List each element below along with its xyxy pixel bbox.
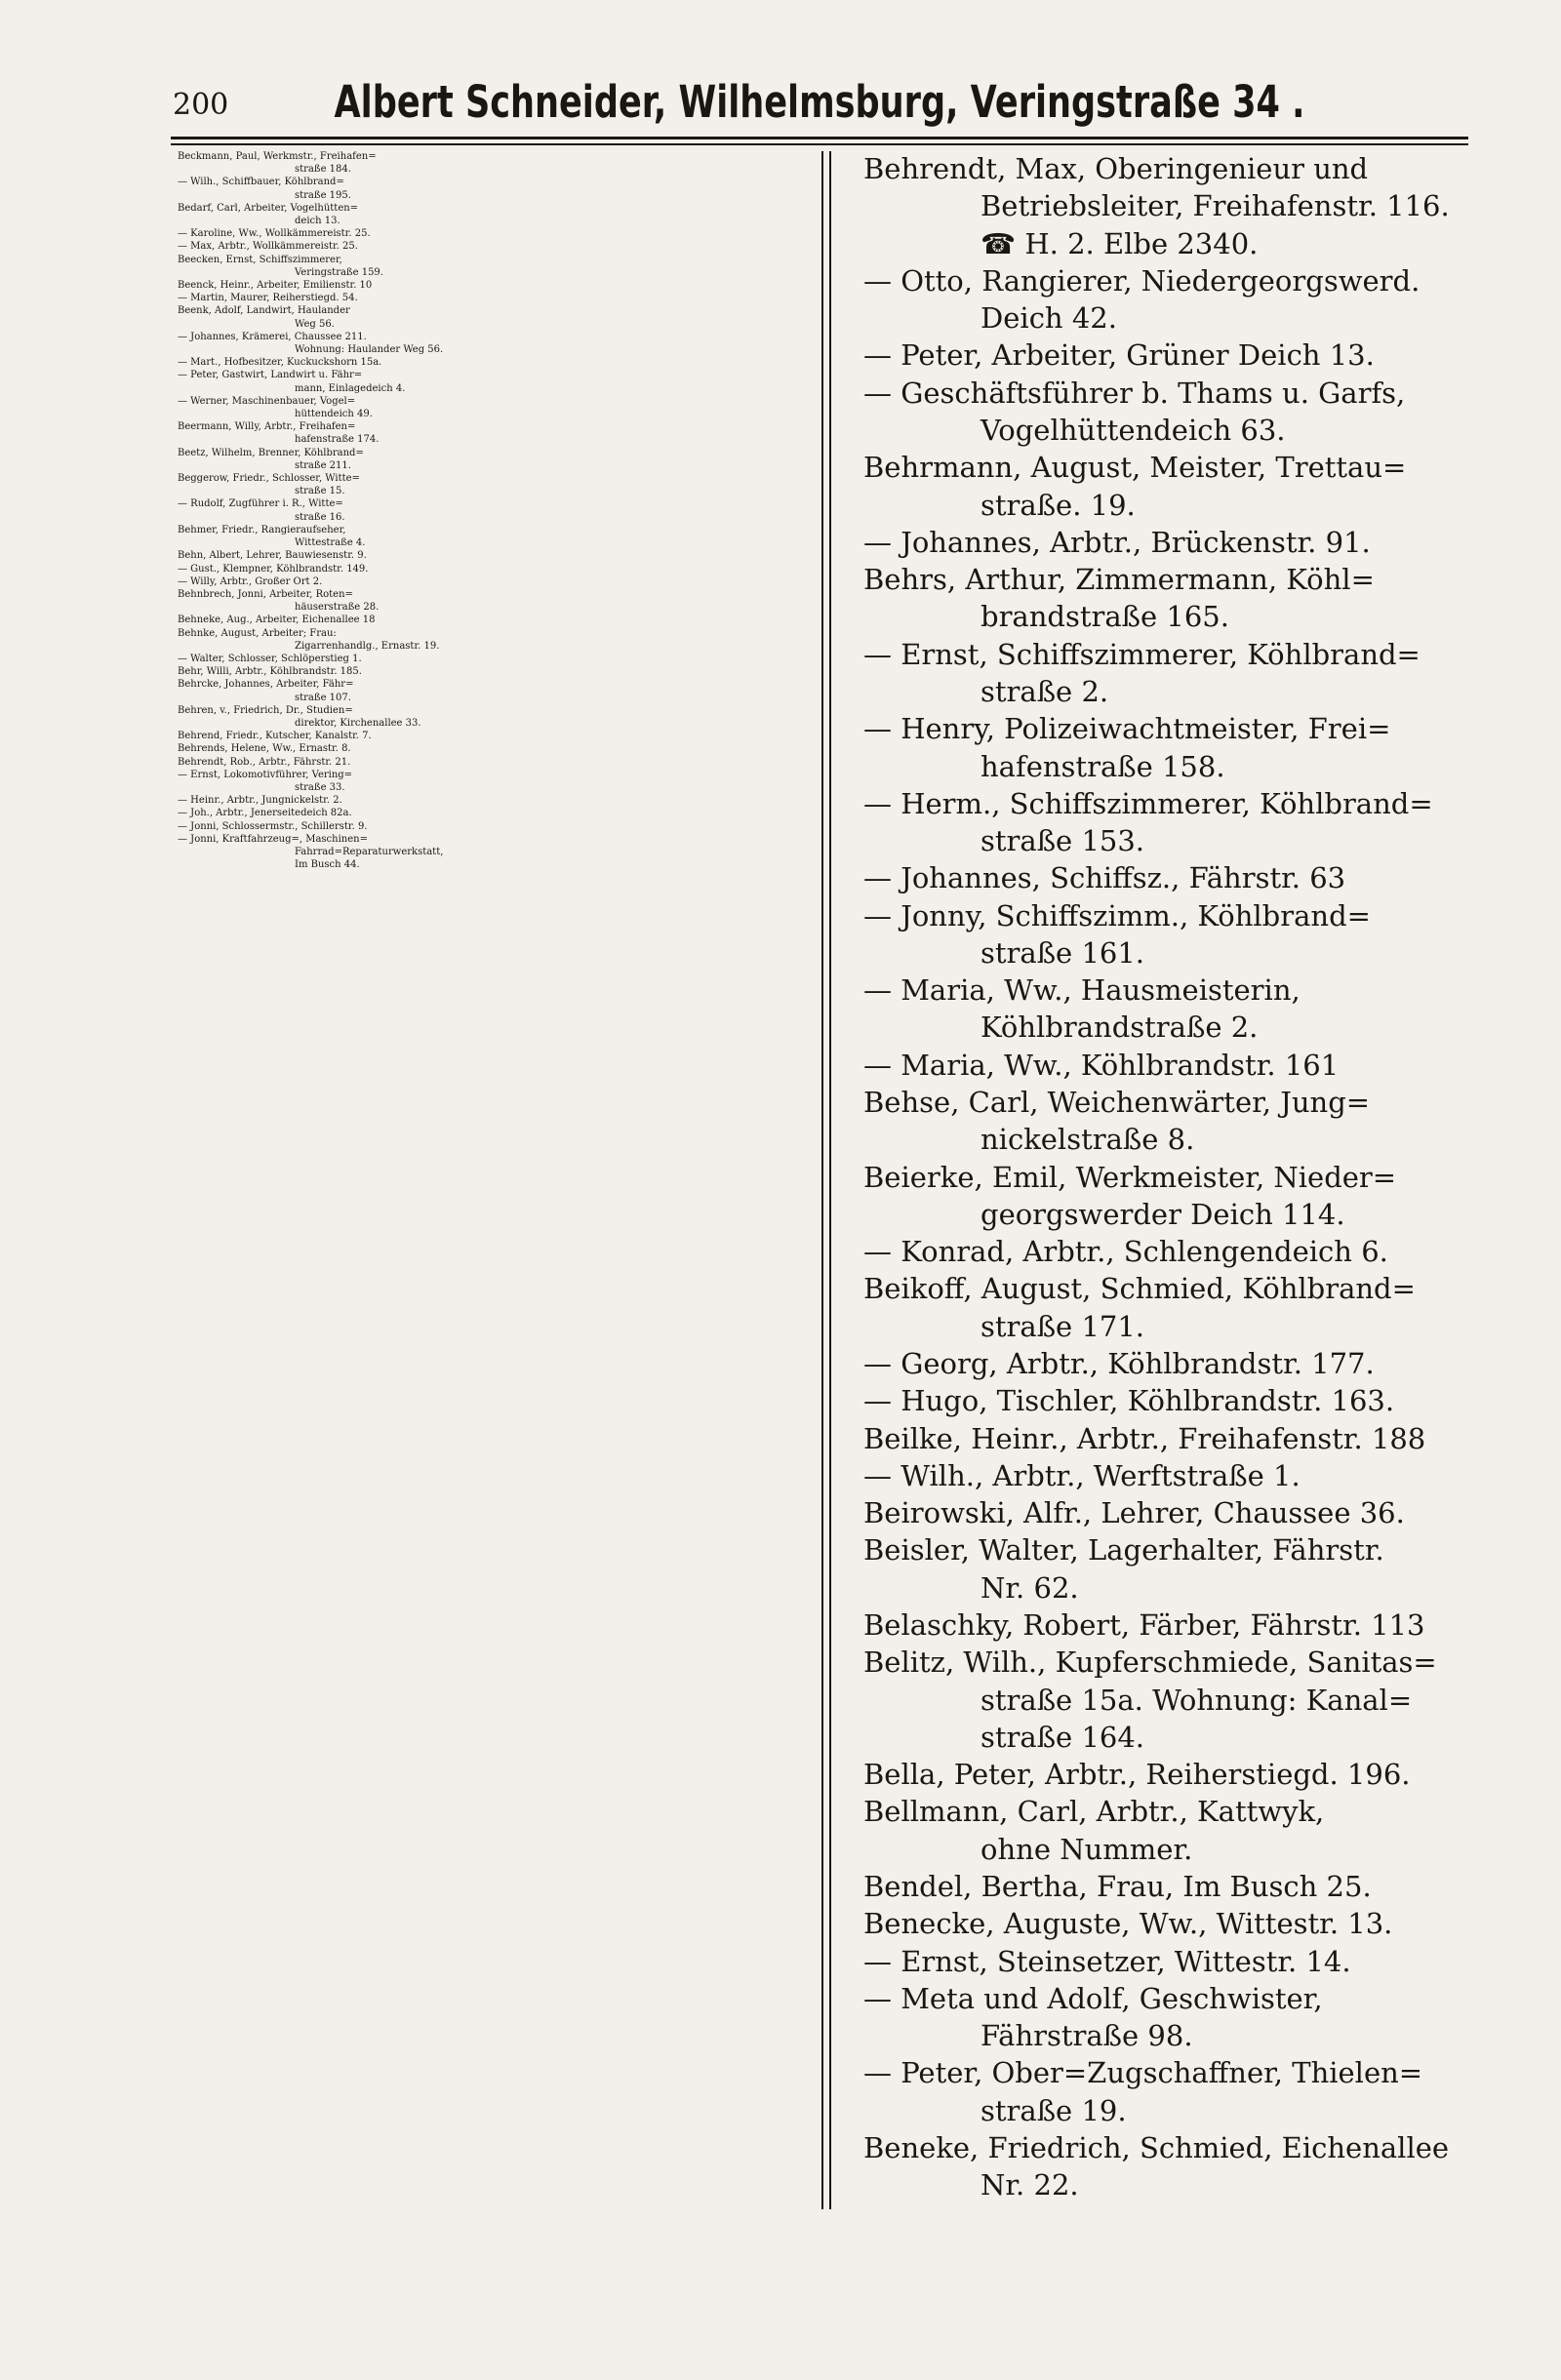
entry-line: Bedarf, Carl, Arbeiter, Vogelhütten= — [178, 202, 359, 214]
page-number: 200 — [173, 88, 229, 122]
entry-continuation: Deich 42. — [981, 301, 1117, 336]
entry-continuation: Betriebsleiter, Freihafenstr. 116. — [981, 189, 1450, 223]
directory-entry — [178, 447, 841, 472]
directory-entry — [178, 420, 841, 446]
directory-entry — [863, 1980, 1522, 2055]
entry-line: Beilke, Heinr., Arbtr., Freihafenstr. 188 — [863, 1421, 1426, 1455]
directory-entry — [178, 331, 841, 356]
entry-line: — Ernst, Lokomotivführer, Vering= — [178, 769, 353, 780]
directory-entry — [178, 254, 841, 279]
entry-line: — Peter, Arbeiter, Grüner Deich 13. — [863, 338, 1375, 373]
entry-line: Behrendt, Rob., Arbtr., Fährstr. 21. — [178, 756, 351, 768]
directory-entry — [863, 710, 1522, 785]
entry-line: — Werner, Maschinenbauer, Vogel= — [178, 395, 356, 407]
entry-line: Belitz, Wilh., Kupferschmiede, Sanitas= — [863, 1646, 1437, 1680]
entry-continuation: ☎ H. 2. Elbe 2340. — [981, 226, 1259, 260]
entry-continuation: straße 15. — [295, 486, 345, 497]
entry-line: — Ernst, Schiffszimmerer, Köhlbrand= — [863, 637, 1421, 671]
directory-entry — [863, 859, 1522, 896]
entry-line: Beenk, Adolf, Landwirt, Haulander — [178, 305, 350, 317]
entry-line: Beikoff, August, Schmied, Köhlbrand= — [863, 1272, 1416, 1306]
entry-continuation: hüttendeich 49. — [295, 409, 373, 420]
entry-line: — Meta und Adolf, Geschwister, — [863, 1981, 1323, 2015]
entry-line: Bella, Peter, Arbtr., Reiherstiegd. 196. — [863, 1758, 1411, 1792]
directory-entry — [863, 1793, 1522, 1868]
entry-line: — Jonni, Kraftfahrzeug=, Maschinen= — [178, 833, 368, 845]
entry-continuation: Nr. 62. — [981, 1570, 1079, 1605]
directory-entry — [863, 636, 1522, 711]
directory-entry — [178, 769, 841, 794]
entry-line: — Martin, Maurer, Reiherstiegd. 54. — [178, 293, 358, 304]
entry-line: Beggerow, Friedr., Schlosser, Witte= — [178, 473, 360, 485]
running-head: Albert Schneider, Wilhelmsburg, Veringstraße 34 . — [334, 76, 1305, 128]
entry-line: Behneke, Aug., Arbeiter, Eichenallee 18 — [178, 615, 376, 626]
directory-entry — [178, 807, 841, 819]
directory-entry — [863, 561, 1522, 636]
entry-continuation: Zigarrenhandlg., Ernastr. 19. — [295, 640, 440, 652]
directory-entry — [863, 2054, 1522, 2129]
entry-line: Beermann, Willy, Arbtr., Freihafen= — [178, 421, 356, 433]
entry-line: Beisler, Walter, Lagerhalter, Fährstr. — [863, 1533, 1384, 1567]
directory-entry — [178, 227, 841, 240]
entry-continuation: straße 161. — [981, 935, 1145, 970]
entry-continuation: deich 13. — [295, 216, 340, 227]
entry-line: — Rudolf, Zugführer i. R., Witte= — [178, 498, 343, 510]
entry-line: — Jonny, Schiffszimm., Köhlbrand= — [863, 898, 1371, 932]
entry-line: — Johannes, Krämerei, Chaussee 211. — [178, 331, 367, 342]
entry-line: Behren, v., Friedrich, Dr., Studien= — [178, 704, 353, 716]
entry-line: — Otto, Rangierer, Niedergeorgswerd. — [863, 263, 1421, 298]
directory-entry — [863, 972, 1522, 1047]
entry-line: — Heinr., Arbtr., Jungnickelstr. 2. — [178, 795, 342, 807]
entry-continuation: straße 16. — [295, 511, 345, 523]
directory-entry — [863, 262, 1522, 337]
entry-line: Behrcke, Johannes, Arbeiter, Fähr= — [178, 679, 354, 691]
directory-entry — [178, 820, 841, 833]
entry-continuation: Veringstraße 159. — [295, 266, 383, 278]
entry-continuation: Im Busch 44. — [295, 859, 360, 871]
entry-line: — Wilh., Schiffbauer, Köhlbrand= — [178, 177, 344, 188]
directory-entry — [863, 1494, 1522, 1531]
entry-continuation: straße 33. — [295, 781, 345, 793]
entry-line: — Karoline, Ww., Wollkämmereistr. 25. — [178, 228, 371, 240]
entry-continuation: Fährstraße 98. — [981, 2019, 1193, 2053]
entry-continuation: Wohnung: Haulander Weg 56. — [295, 344, 444, 356]
entry-continuation: straße. 19. — [981, 488, 1136, 522]
entry-line: — Mart., Hofbesitzer, Kuckuckshorn 15a. — [178, 357, 382, 369]
entry-continuation: straße 107. — [295, 692, 351, 703]
entry-continuation: hafenstraße 158. — [981, 749, 1225, 783]
directory-entry — [178, 678, 841, 703]
entry-line: Beetz, Wilhelm, Brenner, Köhlbrand= — [178, 447, 364, 458]
directory-entry — [178, 742, 841, 755]
entry-line: Beierke, Emil, Werkmeister, Nieder= — [863, 1160, 1397, 1194]
entry-line: Behmer, Friedr., Rangieraufseher, — [178, 524, 346, 536]
entry-continuation: straße 15a. Wohnung: Kanal= — [981, 1683, 1413, 1717]
directory-entry — [178, 833, 841, 872]
left-column — [178, 150, 841, 871]
entry-line: Beneke, Friedrich, Schmied, Eichenallee — [863, 2130, 1450, 2164]
directory-entry — [178, 369, 841, 394]
directory-entry — [863, 2129, 1522, 2204]
entry-line: Belaschky, Robert, Färber, Fährstr. 113 — [863, 1607, 1425, 1642]
entry-line: Benecke, Auguste, Ww., Wittestr. 13. — [863, 1907, 1393, 1941]
directory-entry — [178, 304, 841, 330]
directory-entry — [863, 1345, 1522, 1382]
directory-entry — [178, 704, 841, 730]
directory-entry — [178, 588, 841, 614]
entry-line: Beirowski, Alfr., Lehrer, Chaussee 36. — [863, 1496, 1405, 1530]
directory-entry — [863, 1457, 1522, 1494]
directory-entry — [178, 794, 841, 807]
entry-line: — Walter, Schlosser, Schlöperstieg 1. — [178, 653, 362, 664]
entry-continuation: nickelstraße 8. — [981, 1123, 1195, 1157]
directory-entry — [178, 176, 841, 201]
directory-entry — [178, 472, 841, 497]
directory-entry — [178, 665, 841, 678]
directory-entry — [178, 356, 841, 369]
entry-continuation: straße 195. — [295, 189, 351, 201]
entry-line: — Johannes, Arbtr., Brückenstr. 91. — [863, 525, 1371, 559]
directory-entry — [863, 150, 1522, 262]
entry-line: — Peter, Ober=Zugschaffner, Thielen= — [863, 2056, 1423, 2090]
entry-line: Beecken, Ernst, Schiffszimmerer, — [178, 254, 342, 265]
entry-continuation: Nr. 22. — [981, 2168, 1079, 2202]
entry-continuation: direktor, Kirchenallee 33. — [295, 717, 421, 729]
directory-entry — [178, 627, 841, 653]
entry-continuation: Fahrrad=Reparaturwerkstatt, — [295, 846, 444, 857]
directory-entry — [178, 756, 841, 769]
entry-line: — Hugo, Tischler, Köhlbrandstr. 163. — [863, 1384, 1395, 1418]
entry-line: Behrendt, Max, Oberingenieur und — [863, 152, 1369, 185]
entry-line: — Henry, Polizeiwachtmeister, Frei= — [863, 712, 1391, 746]
directory-entry — [863, 1868, 1522, 1905]
entry-line: Behnbrech, Jonni, Arbeiter, Roten= — [178, 588, 353, 600]
entry-line: — Jonni, Schlossermstr., Schillerstr. 9. — [178, 820, 368, 832]
entry-line: Behrend, Friedr., Kutscher, Kanalstr. 7. — [178, 731, 372, 742]
directory-entry — [863, 524, 1522, 561]
entry-continuation: hafenstraße 174. — [295, 434, 380, 446]
entry-continuation: straße 184. — [295, 164, 351, 176]
entry-line: — Maria, Ww., Köhlbrandstr. 161 — [863, 1048, 1340, 1082]
entry-continuation: straße 164. — [981, 1720, 1145, 1754]
directory-entry — [178, 240, 841, 253]
directory-entry — [178, 202, 841, 227]
directory-entry — [863, 1084, 1522, 1159]
directory-entry — [863, 1382, 1522, 1419]
directory-entry — [178, 730, 841, 742]
entry-line: — Peter, Gastwirt, Landwirt u. Fähr= — [178, 370, 363, 381]
directory-entry — [863, 1270, 1522, 1345]
entry-continuation: Köhlbrandstraße 2. — [981, 1011, 1259, 1045]
entry-line: — Ernst, Steinsetzer, Wittestr. 14. — [863, 1944, 1351, 1978]
entry-line: — Wilh., Arbtr., Werftstraße 1. — [863, 1458, 1301, 1492]
right-column — [863, 150, 1522, 2203]
entry-line: — Georg, Arbtr., Köhlbrandstr. 177. — [863, 1347, 1375, 1380]
entry-line: Behrmann, August, Meister, Trettau= — [863, 451, 1407, 485]
directory-entry — [863, 1606, 1522, 1644]
entry-line: Beenck, Heinr., Arbeiter, Emilienstr. 10 — [178, 280, 373, 292]
entry-continuation: Vogelhüttendeich 63. — [981, 413, 1286, 447]
entry-continuation: mann, Einlagedeich 4. — [295, 382, 406, 394]
directory-entry — [863, 785, 1522, 860]
entry-line: Behn, Albert, Lehrer, Bauwiesenstr. 9. — [178, 550, 367, 562]
entry-continuation: häuserstraße 28. — [295, 602, 380, 614]
entry-line: — Willy, Arbtr., Großer Ort 2. — [178, 575, 323, 587]
directory-entry — [178, 575, 841, 588]
entry-continuation: brandstraße 165. — [981, 600, 1229, 634]
entry-line: — Johannes, Schiffsz., Fährstr. 63 — [863, 861, 1346, 895]
page-header — [171, 68, 1468, 139]
entry-continuation: straße 171. — [981, 1309, 1145, 1343]
directory-entry — [863, 1420, 1522, 1457]
directory-entry — [178, 563, 841, 575]
column-divider — [821, 151, 831, 2209]
directory-entry — [863, 1943, 1522, 1980]
directory-entry — [863, 1159, 1522, 1234]
entry-continuation: straße 211. — [295, 459, 351, 471]
directory-entry — [178, 614, 841, 626]
entry-line: — Gust., Klempner, Köhlbrandstr. 149. — [178, 563, 369, 575]
entry-continuation: Wittestraße 4. — [295, 537, 366, 549]
directory-entry — [863, 449, 1522, 524]
directory-entry — [863, 375, 1522, 450]
header-rule — [171, 137, 1468, 139]
directory-entry — [863, 897, 1522, 972]
entry-line: — Geschäftsführer b. Thams u. Garfs, — [863, 376, 1406, 410]
header-rule-thin — [171, 143, 1468, 145]
entry-continuation: georgswerder Deich 114. — [981, 1197, 1345, 1231]
entry-line: — Konrad, Arbtr., Schlengendeich 6. — [863, 1235, 1388, 1269]
entry-continuation: straße 153. — [981, 824, 1145, 858]
directory-entry — [863, 1905, 1522, 1942]
entry-line: Behse, Carl, Weichenwärter, Jung= — [863, 1086, 1371, 1120]
entry-line: Behrends, Helene, Ww., Ernastr. 8. — [178, 743, 351, 755]
entry-line: Behnke, August, Arbeiter; Frau: — [178, 627, 337, 639]
directory-entry — [178, 549, 841, 562]
directory-entry — [178, 395, 841, 420]
entry-continuation: ohne Nummer. — [981, 1832, 1193, 1866]
directory-entry — [178, 653, 841, 665]
entry-line: Behr, Willi, Arbtr., Köhlbrandstr. 185. — [178, 666, 362, 678]
entry-line: Bendel, Bertha, Frau, Im Busch 25. — [863, 1869, 1372, 1903]
entry-line: Behrs, Arthur, Zimmermann, Köhl= — [863, 563, 1375, 597]
directory-entry — [178, 497, 841, 523]
entry-line: Bellmann, Carl, Arbtr., Kattwyk, — [863, 1795, 1325, 1829]
entry-line: — Joh., Arbtr., Jenerseitedeich 82a. — [178, 808, 352, 819]
entry-line: Beckmann, Paul, Werkmstr., Freihafen= — [178, 151, 377, 162]
directory-entry — [178, 524, 841, 549]
directory-entry — [178, 292, 841, 304]
directory-entry — [863, 1233, 1522, 1270]
directory-entry — [863, 1047, 1522, 1084]
directory-entry — [863, 1644, 1522, 1756]
directory-entry — [863, 1756, 1522, 1793]
entry-continuation: straße 2. — [981, 674, 1109, 708]
entry-line: — Max, Arbtr., Wollkämmereistr. 25. — [178, 241, 358, 253]
entry-continuation: straße 19. — [981, 2093, 1127, 2127]
directory-entry — [863, 337, 1522, 374]
directory-entry — [178, 150, 841, 176]
directory-entry — [863, 1531, 1522, 1606]
entry-continuation: Weg 56. — [295, 318, 335, 330]
directory-entry — [178, 279, 841, 292]
entry-line: — Maria, Ww., Hausmeisterin, — [863, 973, 1301, 1008]
entry-line: — Herm., Schiffszimmerer, Köhlbrand= — [863, 786, 1433, 820]
